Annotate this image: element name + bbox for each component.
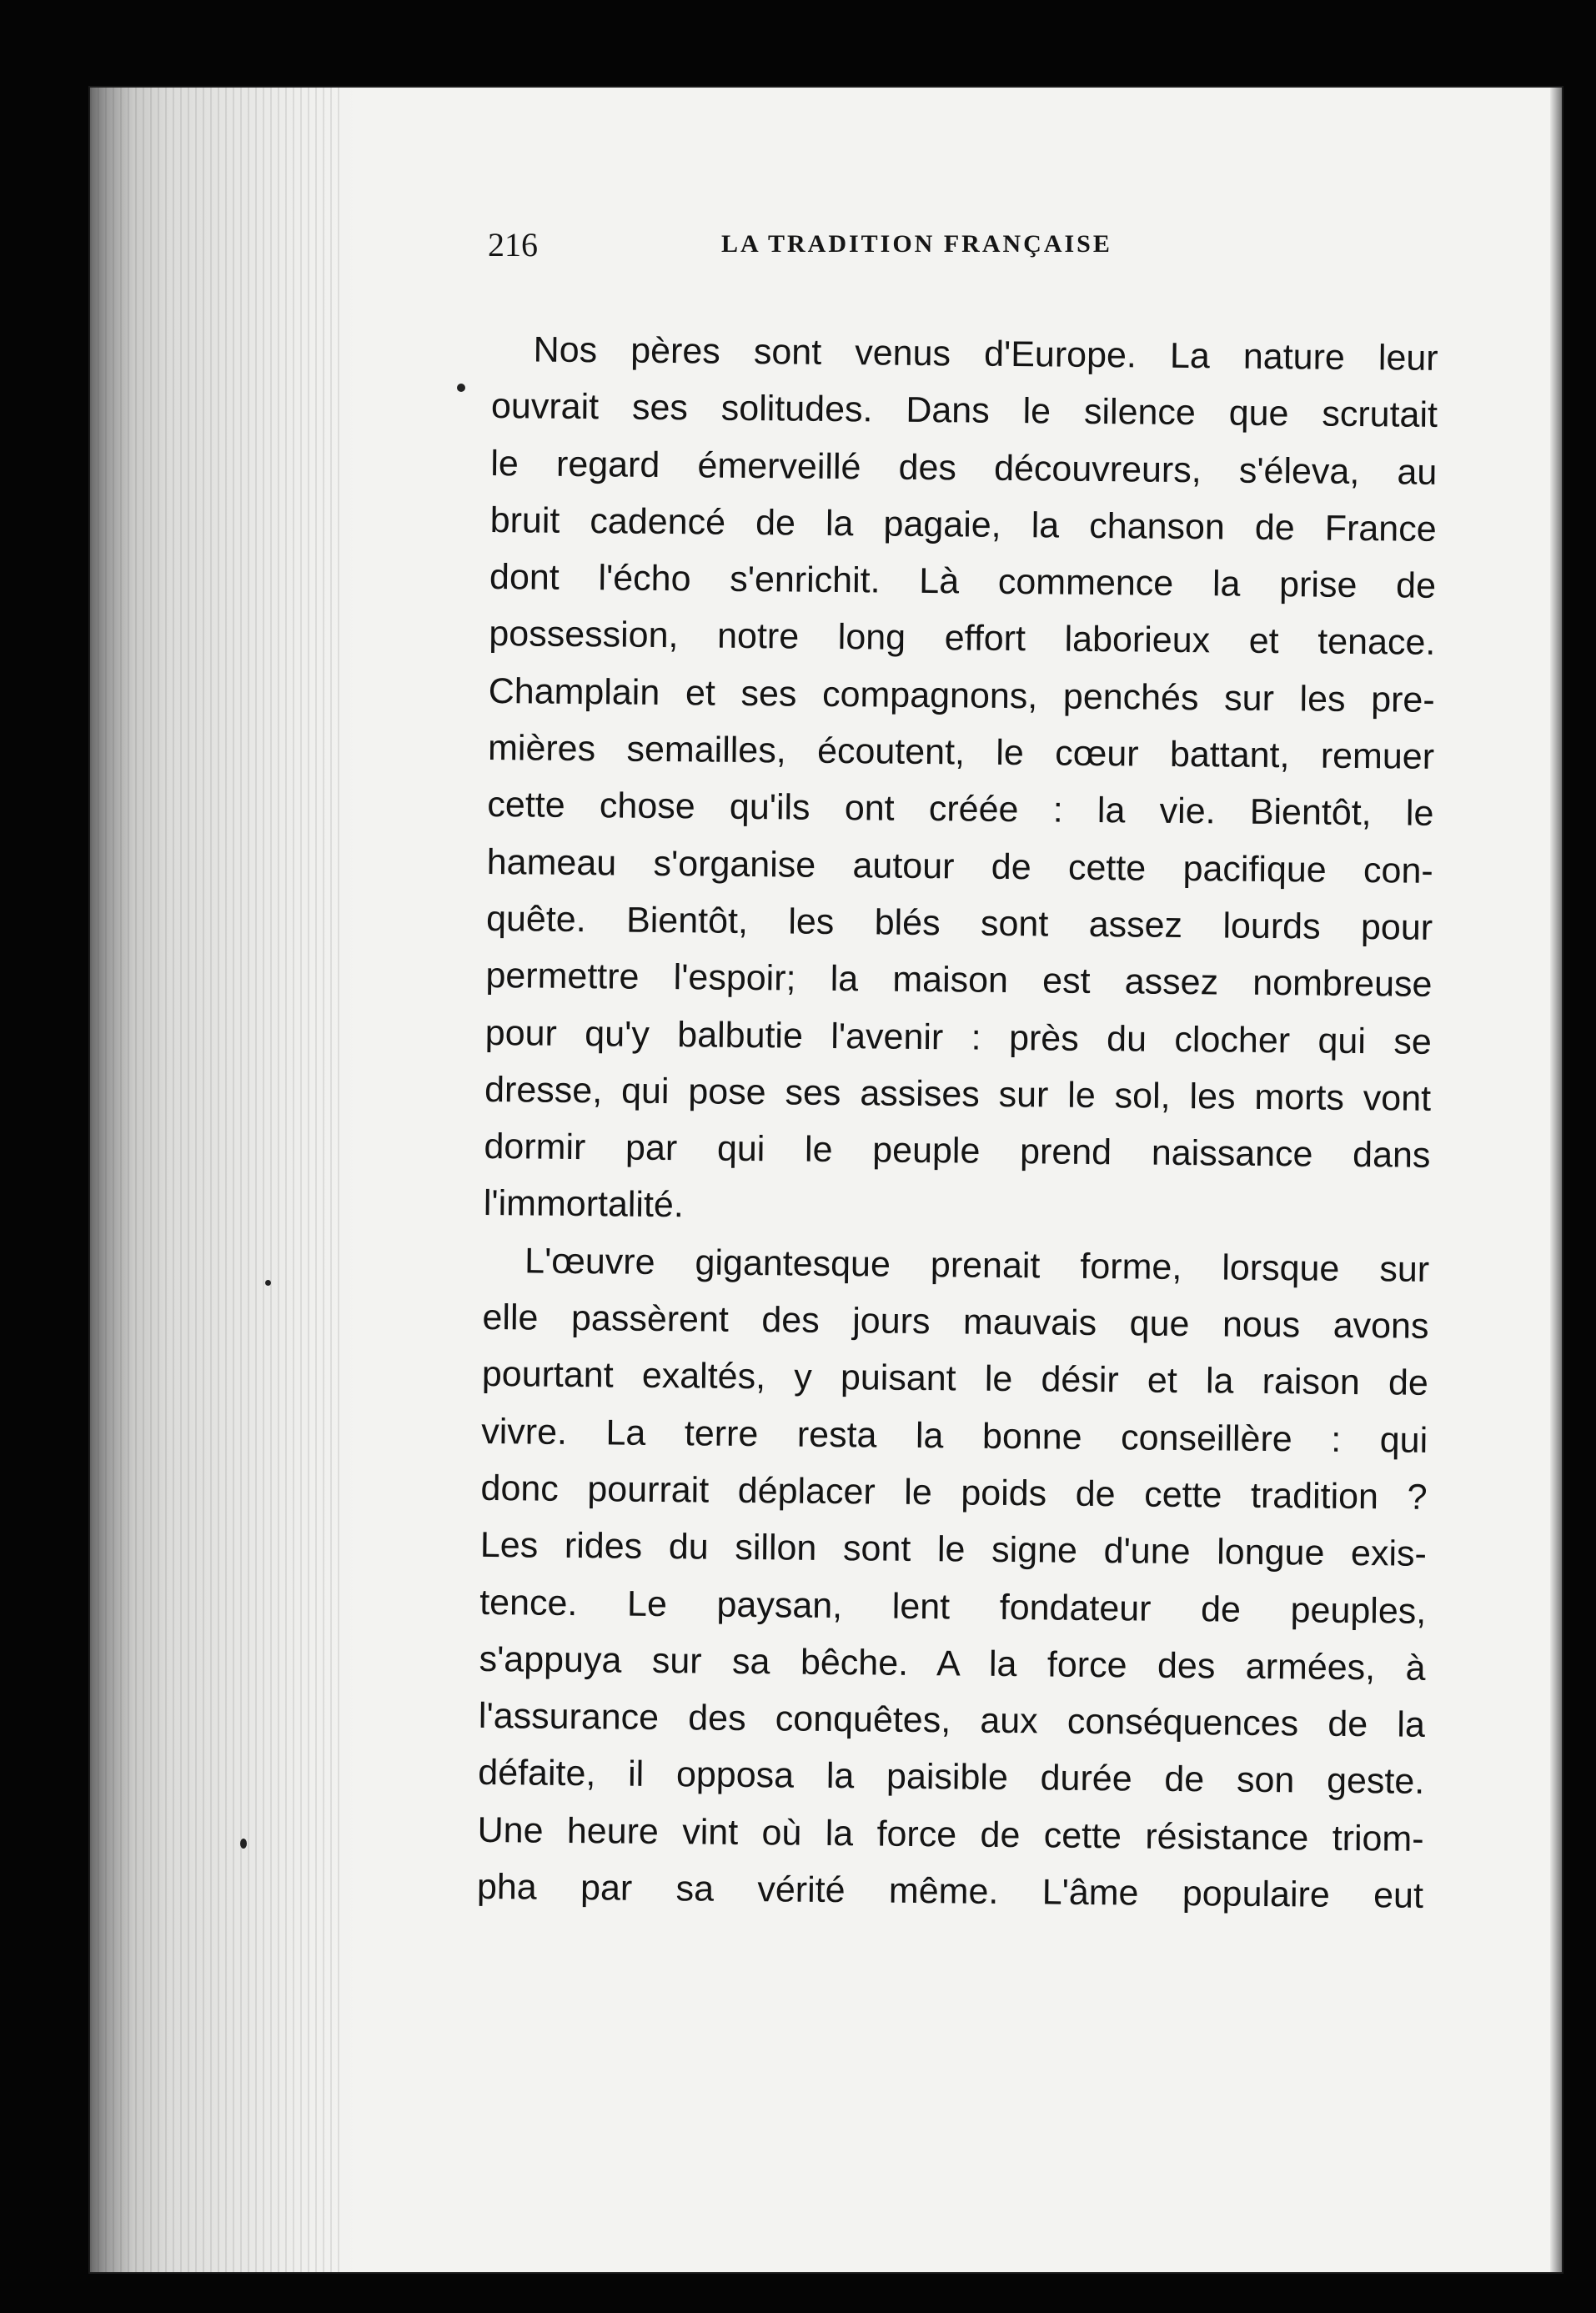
text-line: Les rides du sillon sont le signe d'une longue exis- — [479, 1525, 1428, 1575]
paragraph — [484, 321, 1438, 1242]
page-right-edge — [1550, 88, 1562, 2272]
page-header — [488, 225, 1322, 275]
text-line: dont l'écho s'enrichit. Là commence la prise de — [489, 557, 1437, 607]
text-line: cette chose qu'ils ont créée : la vie. Bientôt, le — [487, 785, 1434, 835]
ink-speck — [240, 1839, 247, 1849]
text-line: pourtant exaltés, y puisant le désir et la raison de — [481, 1354, 1429, 1404]
text-line: le regard émerveillé des découvreurs, s'éleva, au — [490, 443, 1438, 493]
text-line: Champlain et ses compagnons, penchés sur les pre- — [488, 670, 1435, 720]
text-line: elle passèrent des jours mauvais que nous avons — [482, 1297, 1429, 1347]
ink-speck — [457, 384, 465, 392]
text-line: permettre l'espoir; la maison est assez nombreuse — [485, 956, 1433, 1006]
text-line: L'œuvre gigantesque prenait forme, lorsque sur — [524, 1241, 1430, 1290]
text-line: s'appuya sur sa bêche. A la force des armées, à — [479, 1638, 1426, 1688]
text-line: bruit cadencé de la pagaie, la chanson de France — [489, 499, 1437, 549]
text-line: dresse, qui pose ses assises sur le sol, les morts vont — [484, 1069, 1432, 1119]
body-text — [477, 321, 1438, 1924]
text-line: pha par sa vérité même. L'âme populaire eut — [476, 1866, 1424, 1916]
text-line: mières semailles, écoutent, le cœur battant, remuer — [487, 728, 1435, 777]
text-line: tence. Le paysan, lent fondateur de peuples, — [479, 1582, 1427, 1632]
binding-gutter-streaks — [90, 88, 340, 2272]
text-line: défaite, il opposa la paisible durée de son geste. — [478, 1753, 1425, 1803]
text-line: donc pourrait déplacer le poids de cette tradition ? — [480, 1468, 1428, 1518]
text-line: hameau s'organise autour de cette pacifique con- — [486, 841, 1433, 891]
text-line: l'immortalité. — [483, 1183, 685, 1226]
text-line: vivre. La terre resta la bonne conseillère : qui — [480, 1411, 1428, 1461]
running-title: LA TRADITION FRANÇAISE — [721, 230, 1112, 258]
paragraph — [477, 1232, 1430, 1924]
text-line: Une heure vint où la force de cette résistance triom- — [477, 1809, 1424, 1859]
text-line: dormir par qui le peuple prend naissance dans — [484, 1126, 1431, 1177]
text-line: Nos pères sont venus d'Europe. La nature leur — [533, 329, 1438, 379]
ink-speck — [265, 1280, 271, 1286]
page-number: 216 — [488, 226, 538, 263]
text-line: possession, notre long effort laborieux et tenace. — [489, 614, 1436, 664]
text-line: pour qu'y balbutie l'avenir : près du clocher qui se — [484, 1012, 1432, 1062]
text-line: l'assurance des conquêtes, aux conséquences de la — [478, 1696, 1426, 1745]
text-line: quête. Bientôt, les blés sont assez lourds pour — [485, 898, 1433, 948]
text-line: ouvrait ses solitudes. Dans le silence que scrutait — [490, 386, 1438, 436]
